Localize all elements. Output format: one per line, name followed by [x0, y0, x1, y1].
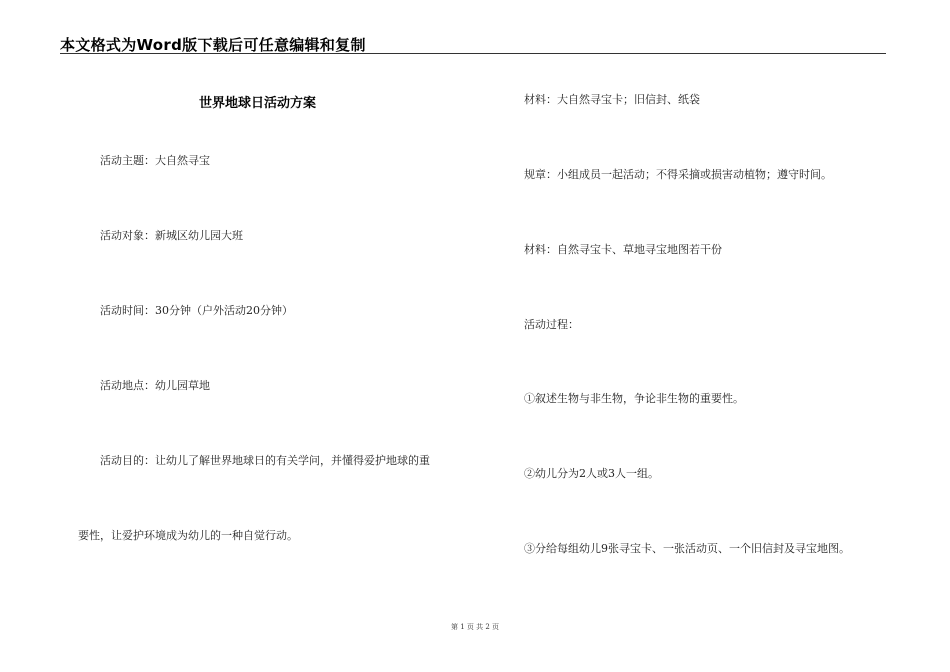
left-line-location: 活动地点：幼儿园草地 [100, 379, 210, 392]
right-line-materials-1: 材料：大自然寻宝卡；旧信封、纸袋 [524, 93, 700, 106]
right-line-step-1: ①叙述生物与非生物，争论非生物的重要性。 [524, 392, 744, 405]
left-line-time: 活动时间：30分钟（户外活动20分钟） [100, 304, 293, 317]
page-number: 第 1 页 共 2 页 [450, 623, 500, 631]
left-line-audience: 活动对象：新城区幼儿园大班 [100, 229, 243, 242]
right-line-process-heading: 活动过程： [524, 318, 579, 331]
right-line-materials-2: 材料：自然寻宝卡、草地寻宝地图若干份 [524, 243, 722, 256]
document-banner: 本文格式为Word版下载后可任意编辑和复制 [60, 36, 366, 54]
right-line-step-2: ②幼儿分为2人或3人一组。 [524, 467, 659, 480]
right-line-rules: 规章：小组成员一起活动；不得采摘或损害动植物；遵守时间。 [524, 168, 832, 181]
left-line-purpose: 活动目的：让幼儿了解世界地球日的有关学问，并懂得爱护地球的重 [100, 454, 430, 467]
left-line-theme: 活动主题：大自然寻宝 [100, 154, 210, 167]
document-title: 世界地球日活动方案 [199, 96, 317, 111]
right-line-step-3: ③分给每组幼儿9张寻宝卡、一张活动页、一个旧信封及寻宝地图。 [524, 542, 850, 555]
header-divider [60, 53, 886, 54]
left-line-purpose-cont: 要性，让爱护环境成为幼儿的一种自觉行动。 [78, 529, 298, 542]
